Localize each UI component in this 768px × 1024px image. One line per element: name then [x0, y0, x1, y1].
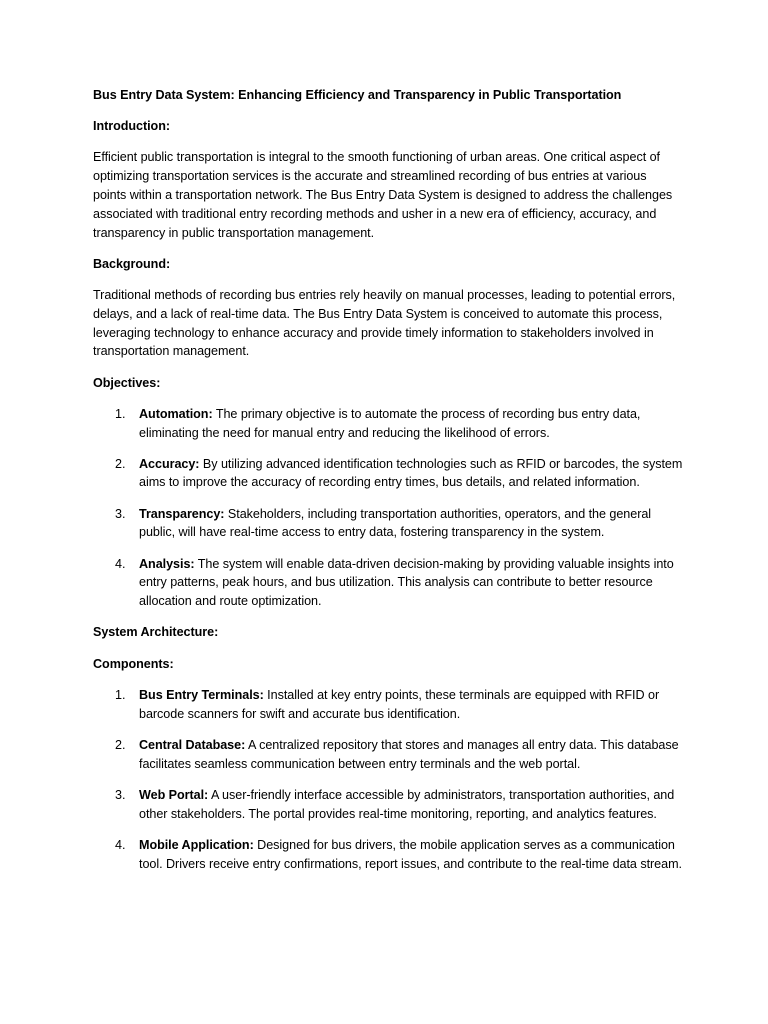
list-item [93, 786, 683, 824]
components-heading: Components: [93, 656, 174, 671]
list-number: 3. [115, 787, 126, 802]
list-item-text: A user-friendly interface accessible by administrators, transportation authorities, and other stakeholders. The portal provides real-time monitoring, reporting, and analytics features. [139, 787, 675, 821]
document-page [93, 86, 683, 886]
list-item-text: Installed at key entry points, these terminals are equipped with RFID or barcode scanners for swift and accurate bus identification. [139, 687, 660, 721]
introduction-heading: Introduction: [93, 119, 170, 134]
list-item-text: Stakeholders, including transportation authorities, operators, and the general public, will have real-time access to entry data, fostering transparency in the system. [139, 506, 652, 540]
list-item [93, 455, 683, 493]
list-number: 2. [115, 456, 126, 471]
list-item-term: Transparency: [139, 506, 225, 521]
system-architecture-heading: System Architecture: [93, 625, 219, 640]
list-item [93, 736, 683, 774]
list-item [93, 505, 683, 543]
list-item-text: The primary objective is to automate the process of recording bus entry data, eliminating the need for manual entry and reducing the likelihood of errors. [139, 406, 641, 440]
list-item [93, 686, 683, 724]
objectives-list [93, 405, 683, 611]
list-item-term: Bus Entry Terminals: [139, 687, 264, 702]
list-item [93, 405, 683, 443]
introduction-paragraph: Efficient public transportation is integral to the smooth functioning of urban areas. One critical aspect of optimizing transportation services is the accurate and streamlined recording of bus entries at various points within a transportation network. The Bus Entry Data System is designed to address the challenges associated with traditional entry recording methods and usher in a new era of efficiency, accuracy, and transparency in public transportation management. [93, 150, 673, 240]
background-heading: Background: [93, 256, 171, 271]
list-item-text: A centralized repository that stores and manages all entry data. This database facilitates seamless communication between entry terminals and the web portal. [139, 737, 679, 771]
list-number: 4. [115, 556, 126, 571]
list-item-text: Designed for bus drivers, the mobile application serves as a communication tool. Drivers receive entry confirmations, report issues, and contribute to the real-time data stream. [139, 837, 682, 871]
list-item [93, 836, 683, 874]
components-list [93, 686, 683, 874]
list-number: 1. [115, 687, 126, 702]
list-item-term: Analysis: [139, 556, 195, 571]
list-item-text: By utilizing advanced identification technologies such as RFID or barcodes, the system aims to improve the accuracy of recording entry times, bus details, and related information. [139, 456, 683, 490]
list-item-term: Accuracy: [139, 456, 200, 471]
list-item-term: Mobile Application: [139, 837, 254, 852]
list-item-term: Web Portal: [139, 787, 209, 802]
list-number: 3. [115, 506, 126, 521]
list-number: 1. [115, 406, 126, 421]
objectives-heading: Objectives: [93, 375, 161, 390]
list-item-term: Central Database: [139, 737, 246, 752]
document-title: Bus Entry Data System: Enhancing Efficiency and Transparency in Public Transportation [93, 88, 622, 102]
list-item [93, 555, 683, 611]
list-item-text: The system will enable data-driven decision-making by providing valuable insights into entry patterns, peak hours, and bus utilization. This analysis can contribute to better resource allocation and route optimization. [139, 556, 674, 609]
list-number: 4. [115, 837, 126, 852]
list-number: 2. [115, 737, 126, 752]
list-item-term: Automation: [139, 406, 213, 421]
background-paragraph: Traditional methods of recording bus entries rely heavily on manual processes, leading to potential errors, delays, and a lack of real-time data. The Bus Entry Data System is conceived to automate this process, leveraging technology to enhance accuracy and provide timely information to stakeholders involved in transportation management. [93, 287, 676, 359]
